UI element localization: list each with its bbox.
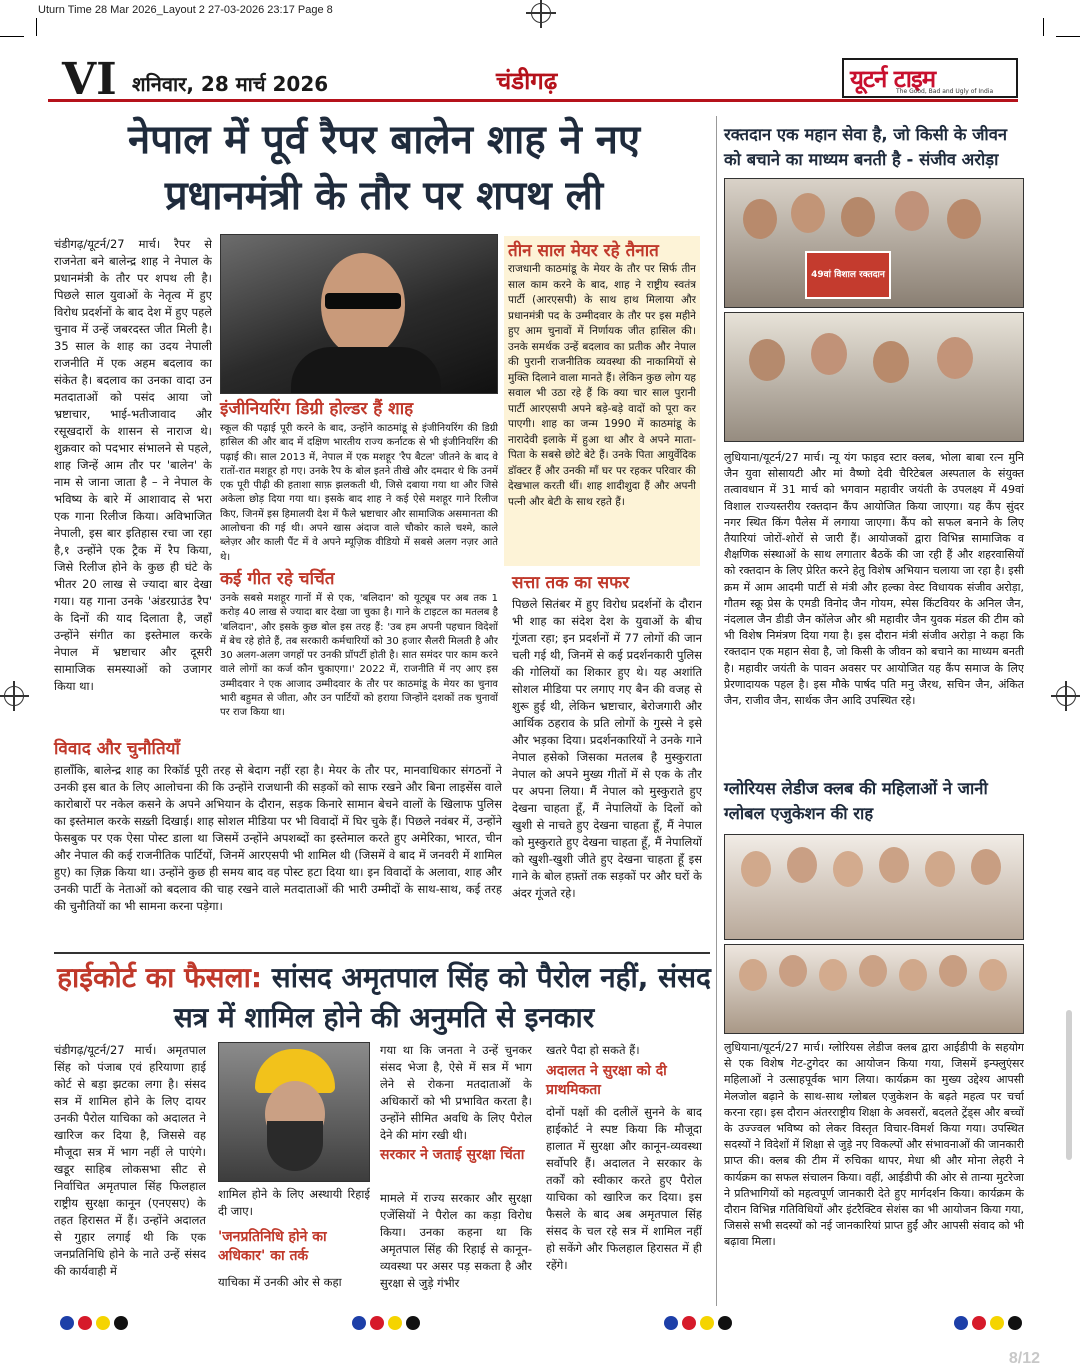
amritpal-column-3-bottom: मामले में राज्य सरकार और सुरक्षा एजेंसियों ने पैरोल का कड़ा विरोध किया। उनका कहना था कि अमृतपाल सिंह की रिहाई से कानून-व्यवस्था पर असर पड़ सकता है और सुरक्षा से जुड़े गंभीर [380,1191,532,1290]
city-edition: चंडीगढ़ [496,67,558,95]
crop-mark [1056,36,1080,37]
subhead-mayor: तीन साल मेयर रहे तैनात [508,241,659,261]
amritpal-column-4: दोनों पक्षों की दलीलें सुनने के बाद हाईकोर्ट ने स्पष्ट किया कि मौजूदा हालात में सुरक्षा और कानून-व्यवस्था सर्वोपरि हैं। अदालत ने सरकार के तर्कों को स्वीकार करते हुए पैरोल याचिका को खारिज कर दिया। इस फैसले के बाद अब अमृतपाल सिंह संसद के चल रहे सत्र में शामिल नहीं हो सकेंगे और फिलहाल हिरासत में ही रहेंगे। [546,1105,702,1272]
column-rule [716,116,717,1306]
mayor-box [504,236,700,566]
color-dot [1008,1316,1022,1330]
issue-date: शनिवार, 28 मार्च 2026 [132,72,329,96]
print-slug: Uturn Time 28 Mar 2026_Layout 2 27-03-2026 23:17 Page 8 [38,4,333,16]
subhead-power: सत्ता तक का सफर [512,573,630,593]
ladies-club-photo-1 [724,834,1024,940]
registration-mark [1056,686,1076,706]
crop-mark [1043,18,1044,36]
mayor-text: राजधानी काठमांडू के मेयर के तौर पर सिर्फ तीन साल काम करने के बाद, शाह ने राष्ट्रीय स्वतंत्र पार्टी (आरएसपी) के साथ हाथ मिलाया और प्रधानमंत्री पद के उम्मीदवार के तौर पर इस महीने हुए आम चुनावों में निर्णायक जीत हासिल की। उनके समर्थक उन्हें बदलाव का प्रतीक और नेपाल की पुरानी राजनीतिक व्यवस्था की नाकामियों से मुक्ति दिलाने वाला मानते हैं। लेकिन कुछ लोग यह सवाल भी उठा रहे हैं कि क्या चार साल पुरानी पार्टी आरएसपी अपने बड़े-बड़े वादों को पूरा कर पाएगी। शाह का जन्म 1990 में काठमांडू के नारादेवी इलाके में हुआ था और वे अपने माता-पिता के सबसे छोटे बेटे हैं। उनके पिता आयुर्वेदिक डॉक्टर हैं और उनकी माँ घर पर रहकर परिवार की देखभाल करती थीं। शाह शादीशुदा हैं और अपनी पत्नी और बेटी के साथ रहते हैं। [508,263,696,508]
color-dot [700,1316,714,1330]
subhead-argument: 'जनप्रतिनिधि होने का अधिकार' का तर्क [218,1229,327,1264]
amritpal-column-1: चंडीगढ़/यूटर्न/27 मार्च। अमृतपाल सिंह को पंजाब एवं हरियाणा हाई कोर्ट से बड़ा झटका लगा है। संसद सत्र में शामिल होने के लिए दायर उनकी पैरोल याचिका को अदालत ने खारिज कर दिया है, जिससे वह मौजूदा सत्र में भाग नहीं ले पाएंगे। खडूर साहिब लोकसभा सीट से निर्वाचित अमृतपाल सिंह फिलहाल राष्ट्रीय सुरक्षा कानून (एनएसए) के तहत हिरासत में हैं। उन्होंने अदालत से गुहार लगाई थी कि एक जनप्रतिनिधि होने के नाते उन्हें संसद की कार्यवाही में [54,1043,206,1278]
color-dot [682,1316,696,1330]
color-dot [96,1316,110,1330]
scrollbar-thumb[interactable] [1066,1010,1072,1160]
crop-mark [0,36,24,37]
songs-text: उनके सबसे मशहूर गानों में से एक, 'बलिदान' को यूट्यूब पर अब तक 1 करोड़ 40 लाख से ज्यादा बार देखा जा चुका है। गाने के टाइटल का मतलब है 'बलिदान', और इसके कुछ बोल इस तरह हैं: 'उब हम अपनी पहचान विदेशों में बेच रहे होते हैं, तब सरकारी कर्मचारियों को 30 हजार सैलरी मिलती है और 30 अलग-अलग जगहों पर उनकी प्रॉपर्टी होती है। सात समंदर पार काम करने वाले लोगों का कर्ज कौन चुकाएगा।' 2022 में, राजनीति में नए आए इस उम्मीदवार ने एक आजाद उम्मीदवार के तौर पर काठमांडू के मेयर का चुनाव भारी बहुमत से जीता, और उन पार्टियों को हराया जिन्होंने दशकों तक चुनावों पर राज किया था। [220,593,498,719]
ladies-club-photo-2 [724,944,1024,1034]
newspaper-logo [842,58,1018,98]
registration-mark [4,686,24,706]
amritpal-column-4-top: खतरे पैदा हो सकते हैं। [546,1043,640,1057]
page-number: VI [62,54,117,105]
ladies-club-headline: ग्लोरियस लेडीज क्लब की महिलाओं ने जानी ग्लोबल एजुकेशन की राह [724,779,988,823]
amritpal-column-2: शामिल होने के लिए अस्थायी रिहाई दी जाए। [218,1187,370,1218]
registration-mark [531,3,551,23]
page-counter: 8/12 [1008,1350,1040,1367]
subhead-court: अदालत ने सुरक्षा को दी प्राथमिकता [546,1063,667,1098]
logo-tagline: The Good, Bad and Ugly of India [896,88,994,95]
headline-highlight: हाईकोर्ट का फैसला: [57,961,263,994]
amritpal-photo [218,1042,370,1182]
color-dot [60,1316,74,1330]
divider [54,952,710,954]
blood-donation-headline: रक्तदान एक महान सेवा है, जो किसी के जीवन को बचाने का माध्यम बनती है - संजीव अरोड़ा [724,125,1008,169]
color-dot [370,1316,384,1330]
color-dot [388,1316,402,1330]
subhead-challenges: विवाद और चुनौतियाँ [54,739,180,759]
subhead-engineering: इंजीनियरिंग डिग्री होल्डर हैं शाह [220,399,414,419]
engineering-text: स्कूल की पढ़ाई पूरी करने के बाद, उन्होंने काठमांडू से इंजीनियरिंग की डिग्री हासिल की और बाद में दक्षिण भारतीय राज्य कर्नाटक से भी इंजीनियरिंग की पढ़ाई की। साल 2013 में, नेपाल में एक मशहूर 'रैप बैटल' जीतने के बाद वे रातों-रात मशहूर हो गए। उनके रैप के बोल इतने तीखे और दमदार थे कि उनमें एक पूरी पीढ़ी की हताशा साफ़ झलकती थी, जिसे दबाया गया था और जिसे अकेला छोड़ दिया गया था। इसके बाद शाह ने कई ऐसे मशहूर गाने रिलीज किए, जिनमें इस हिमालयी देश में फैले भ्रष्टाचार और सामाजिक असमानता की आलोचना की गई थी। अपने खास अंदाज वाले चौकोर काले चश्मे, काले ब्लेज़र और काली पैंट में वे अपने म्यूज़िक वीडियो में सबसे अलग नज़र आते थे। [220,423,498,563]
second-headline [54,958,714,1038]
blood-camp-photo-2 [724,312,1024,442]
color-dot [78,1316,92,1330]
color-dot [664,1316,678,1330]
sunglasses-icon [325,293,401,309]
color-dot [972,1316,986,1330]
color-dot [114,1316,128,1330]
headline-rest: सांसद अमृतपाल सिंह को पैरोल नहीं, संसद सत्र में शामिल होने की अनुमति से इनकार [173,961,711,1034]
beard-icon [267,1121,323,1171]
lead-column-1: चंडीगढ़/यूटर्न/27 मार्च। रैपर से राजनेता बने बालेन्द्र शाह ने नेपाल के प्रधानमंत्री के तौर पर शपथ ली है। पिछले साल युवाओं के नेतृत्व में हुए विरोध प्रदर्शनों के बाद देश में हुए पहले चुनाव में उन्हें जबरदस्त जीत मिली है। 35 साल के शाह का उदय नेपाली राजनीति में एक अहम बदलाव का संकेत है। बदलाव का उनका वादा उन मतदाताओं को पसंद आया जो भ्रष्टाचार, भाई-भतीजावाद और रसूखदारों के शासन से नाराज थे। शुक्रवार को पदभार संभालने से पहले, शाह जिन्हें आम तौर पर 'बालेन' के नाम से जाना जाता है – ने नेपाल के भविष्य के बारे में आशावाद से भरा एक गाना रिलीज किया। अविभाजित नेपाली, इस बार इतिहास रचा जा रहा है,१ उन्होंने एक ट्रैक में रैप किया, जिसे रिलीज होने के कुछ ही घंटे के भीतर 20 लाख से ज्यादा बार देखा गया। यह गाना उनके 'अंडरग्राउंड रैप' के दिनों की याद दिलाता है, जहाँ उन्होंने संगीत का इस्तेमाल करके नेपाल में भ्रष्टाचार और दूसरी सामाजिक समस्याओं को उजागर किया था। [54,237,212,693]
masthead [48,54,1018,105]
power-text: पिछले सितंबर में हुए विरोध प्रदर्शनों के दौरान भी शाह का संदेश देश के युवाओं के बीच गूंजता रहा; इन प्रदर्शनों में 77 लोगों की जान चली गई थी, जिनमें से कई प्रदर्शनकारी पुलिस की गोलियों का शिकार हुए थे। यह अशांति सोशल मीडिया पर लगाए गए बैन की वजह से शुरू हुई थी, लेकिन भ्रष्टाचार, बेरोजगारी और आर्थिक ठहराव के प्रति लोगों के गुस्से ने इसे और भड़का दिया। प्रदर्शनकारियों ने उनके गाने नेपाल हसेको जिसका मतलब है मुस्कुराता नेपाल को अपने मुख्य गीतों में से एक के तौर पर अपना लिया। मैं नेपाल को मुस्कुराते हुए देखना चाहता हूँ, मैं नेपालियों के दिलों को खुशी से नाचते हुए देखना चाहता हूँ, मैं नेपाल को मुस्कुराते हुए देखना चाहता हूँ, मैं नेपालियों को खुशी-खुशी जीते हुए देखना चाहता हूँ इस गाने के बोल हफ़्तों तक सड़कों पर और घरों के अंदर गूंजते रहे। [512,597,702,900]
amritpal-column-2-bottom: याचिका में उनकी ओर से कहा [218,1275,342,1289]
color-dot [406,1316,420,1330]
color-dot [954,1316,968,1330]
subhead-songs: कई गीत रहे चर्चित [220,569,335,589]
ladies-club-text: लुधियाना/यूटर्न/27 मार्च। ग्लोरियस लेडीज क्लब द्वारा आईडीपी के सहयोग से एक विशेष गेट-टुगेदर का आयोजन किया गया, जिसमें इन्फ्लुएंसर महिलाओं ने उत्साहपूर्वक भाग लिया। कार्यक्रम का मुख्य उद्देश्य आपसी मेलजोल बढ़ाने के साथ-साथ ग्लोबल एजुकेशन के बढ़ते महत्व पर चर्चा करना रहा। इस दौरान अंतरराष्ट्रीय शिक्षा के अवसरों, बदलते ट्रेंड्स और बच्चों के उज्ज्वल भविष्य को लेकर विस्तृत विचार-विमर्श किया गया। उपस्थित सदस्यों ने विदेशों में शिक्षा से जुड़े नए विकल्पों और संभावनाओं की जानकारी प्राप्त की। क्लब की टीम में रुचिका थापर, मेधा श्री और मोना लेहरी ने कार्यक्रम का सफल संचालन किया। वहीं, आईडीपी की ओर से तान्या मुटरेजा ने प्रतिभागियों को महत्वपूर्ण जानकारी देते हुए मार्गदर्शन किया। कार्यक्रम के दौरान विभिन्न गतिविधियों और इंटरैक्टिव सेशंस का भी आयोजन किया गया, जिससे सभी सदस्यों को नई जानकारियां प्राप्त हुईं और आपसी संवाद को भी बढ़ावा मिला। [724,1041,1024,1249]
color-dot [718,1316,732,1330]
amritpal-column-3: गया था कि जनता ने उन्हें चुनकर संसद भेजा है, ऐसे में सत्र में भाग लेने से रोकना मतदाताओं के अधिकारों को भी प्रभावित करता है। उन्होंने सीमित अवधि के लिए पैरोल देने की मांग रखी थी। [380,1043,532,1142]
camp-banner: 49वां विशाल रक्तदान [805,251,891,299]
lead-headline: नेपाल में पूर्व रैपर बालेन शाह ने नए प्रधानमंत्री के तौर पर शपथ ली [127,117,641,219]
color-dot [990,1316,1004,1330]
subhead-govt: सरकार ने जताई सुरक्षा चिंता [380,1147,525,1163]
logo-text: यूटर्न टाइम [850,65,936,93]
crop-mark [36,18,37,36]
balen-shah-photo [220,234,498,394]
blood-camp-photo-1 [724,178,1024,308]
color-dot [352,1316,366,1330]
challenges-text: हालाँकि, बालेन्द्र शाह का रिकॉर्ड पूरी तरह से बेदाग नहीं रहा है। मेयर के तौर पर, मानवाधिकार संगठनों ने उनकी इस बात के लिए आलोचना की कि उन्होंने राजधानी की सड़कों को साफ रखने और बिना लाइसेंस वाले कारोबारों पर नकेल कसने के अपने अभियान के दौरान, सड़क किनारे सामान बेचने वालों के खिलाफ पुलिस का इस्तेमाल करके सख़्ती दिखाई। शाह सोशल मीडिया पर भी विवादों में घिर चुके हैं। पिछले नवंबर में, उन्होंने फेसबुक पर एक ऐसा पोस्ट डाला था जिसमें उन्होंने अपशब्दों का इस्तेमाल करते हुए अमेरिका, भारत, चीन और नेपाल की कई राजनीतिक पार्टियों, जिनमें आरएसपी भी शामिल थी (जिसमें वे बाद में जनवरी में शामिल हुए) का ज़िक्र किया था। उन्होंने कुछ ही समय बाद वह पोस्ट हटा दिया था। इन विवादों के अलावा, शाह और उनकी पार्टी के नेताओं को बदलाव की चाह रखने वाले मतदाताओं की भारी उम्मीदों के साथ-साथ, कई तरह की चुनौतियों का भी सामना करना पड़ेगा। [54,763,502,913]
blood-donation-text: लुधियाना/यूटर्न/27 मार्च। न्यू यंग फाइव स्टार क्लब, भोला बाबा रत्न मुनि जैन युवा सोसायटी और मां वैष्णो देवी चैरिटेबल अस्पताल के संयुक्त तत्वावधान में 31 मार्च को भगवान महावीर जयंती के उपलक्ष्य में 49वां विशाल राज्यस्तरीय रक्तदान कैंप आयोजित किया जाएगा। यह कैंप सुंदर नगर स्थित किंग पैलेस में लगाया जाएगा। कैंप को सफल बनाने के लिए तैयारियां जोरों-शोरों से जारी हैं। आयोजकों द्वारा विभिन्न सामाजिक व शैक्षणिक संस्थाओं के साथ लगातार बैठकें की जा रही हैं और शहरवासियों को रक्तदान के लिए प्रेरित करने हेतु विशेष अभियान चलाया जा रहा है। इसी क्रम में आम आदमी पार्टी से मंत्री और हल्का वेस्ट विधायक संजीव अरोड़ा, गौतम स्क्रू प्रेस के एमडी विनोद जैन गोयम, स्पेस किंटवियर के अनिल जैन, नंदलाल जैन डीडी जैन कॉलेज और श्री महावीर जैन युवक मंडल की टीम को भी विशेष निमंत्रण दिया गया है। इस दौरान मंत्री संजीव अरोड़ा ने कहा कि रक्तदान एक महान सेवा है, जो किसी के जीवन को बचाने का माध्यम बनती है। महावीर जयंती के पावन अवसर पर आयोजित यह कैंप समाज के लिए प्रेरणादायक पहल है। इस मौके पार्षद पति मनु जैरथ, सचिन जैन, अंकित जैन, राजीव जैन, सार्थक जैन आदि उपस्थित रहे। [724,451,1024,708]
